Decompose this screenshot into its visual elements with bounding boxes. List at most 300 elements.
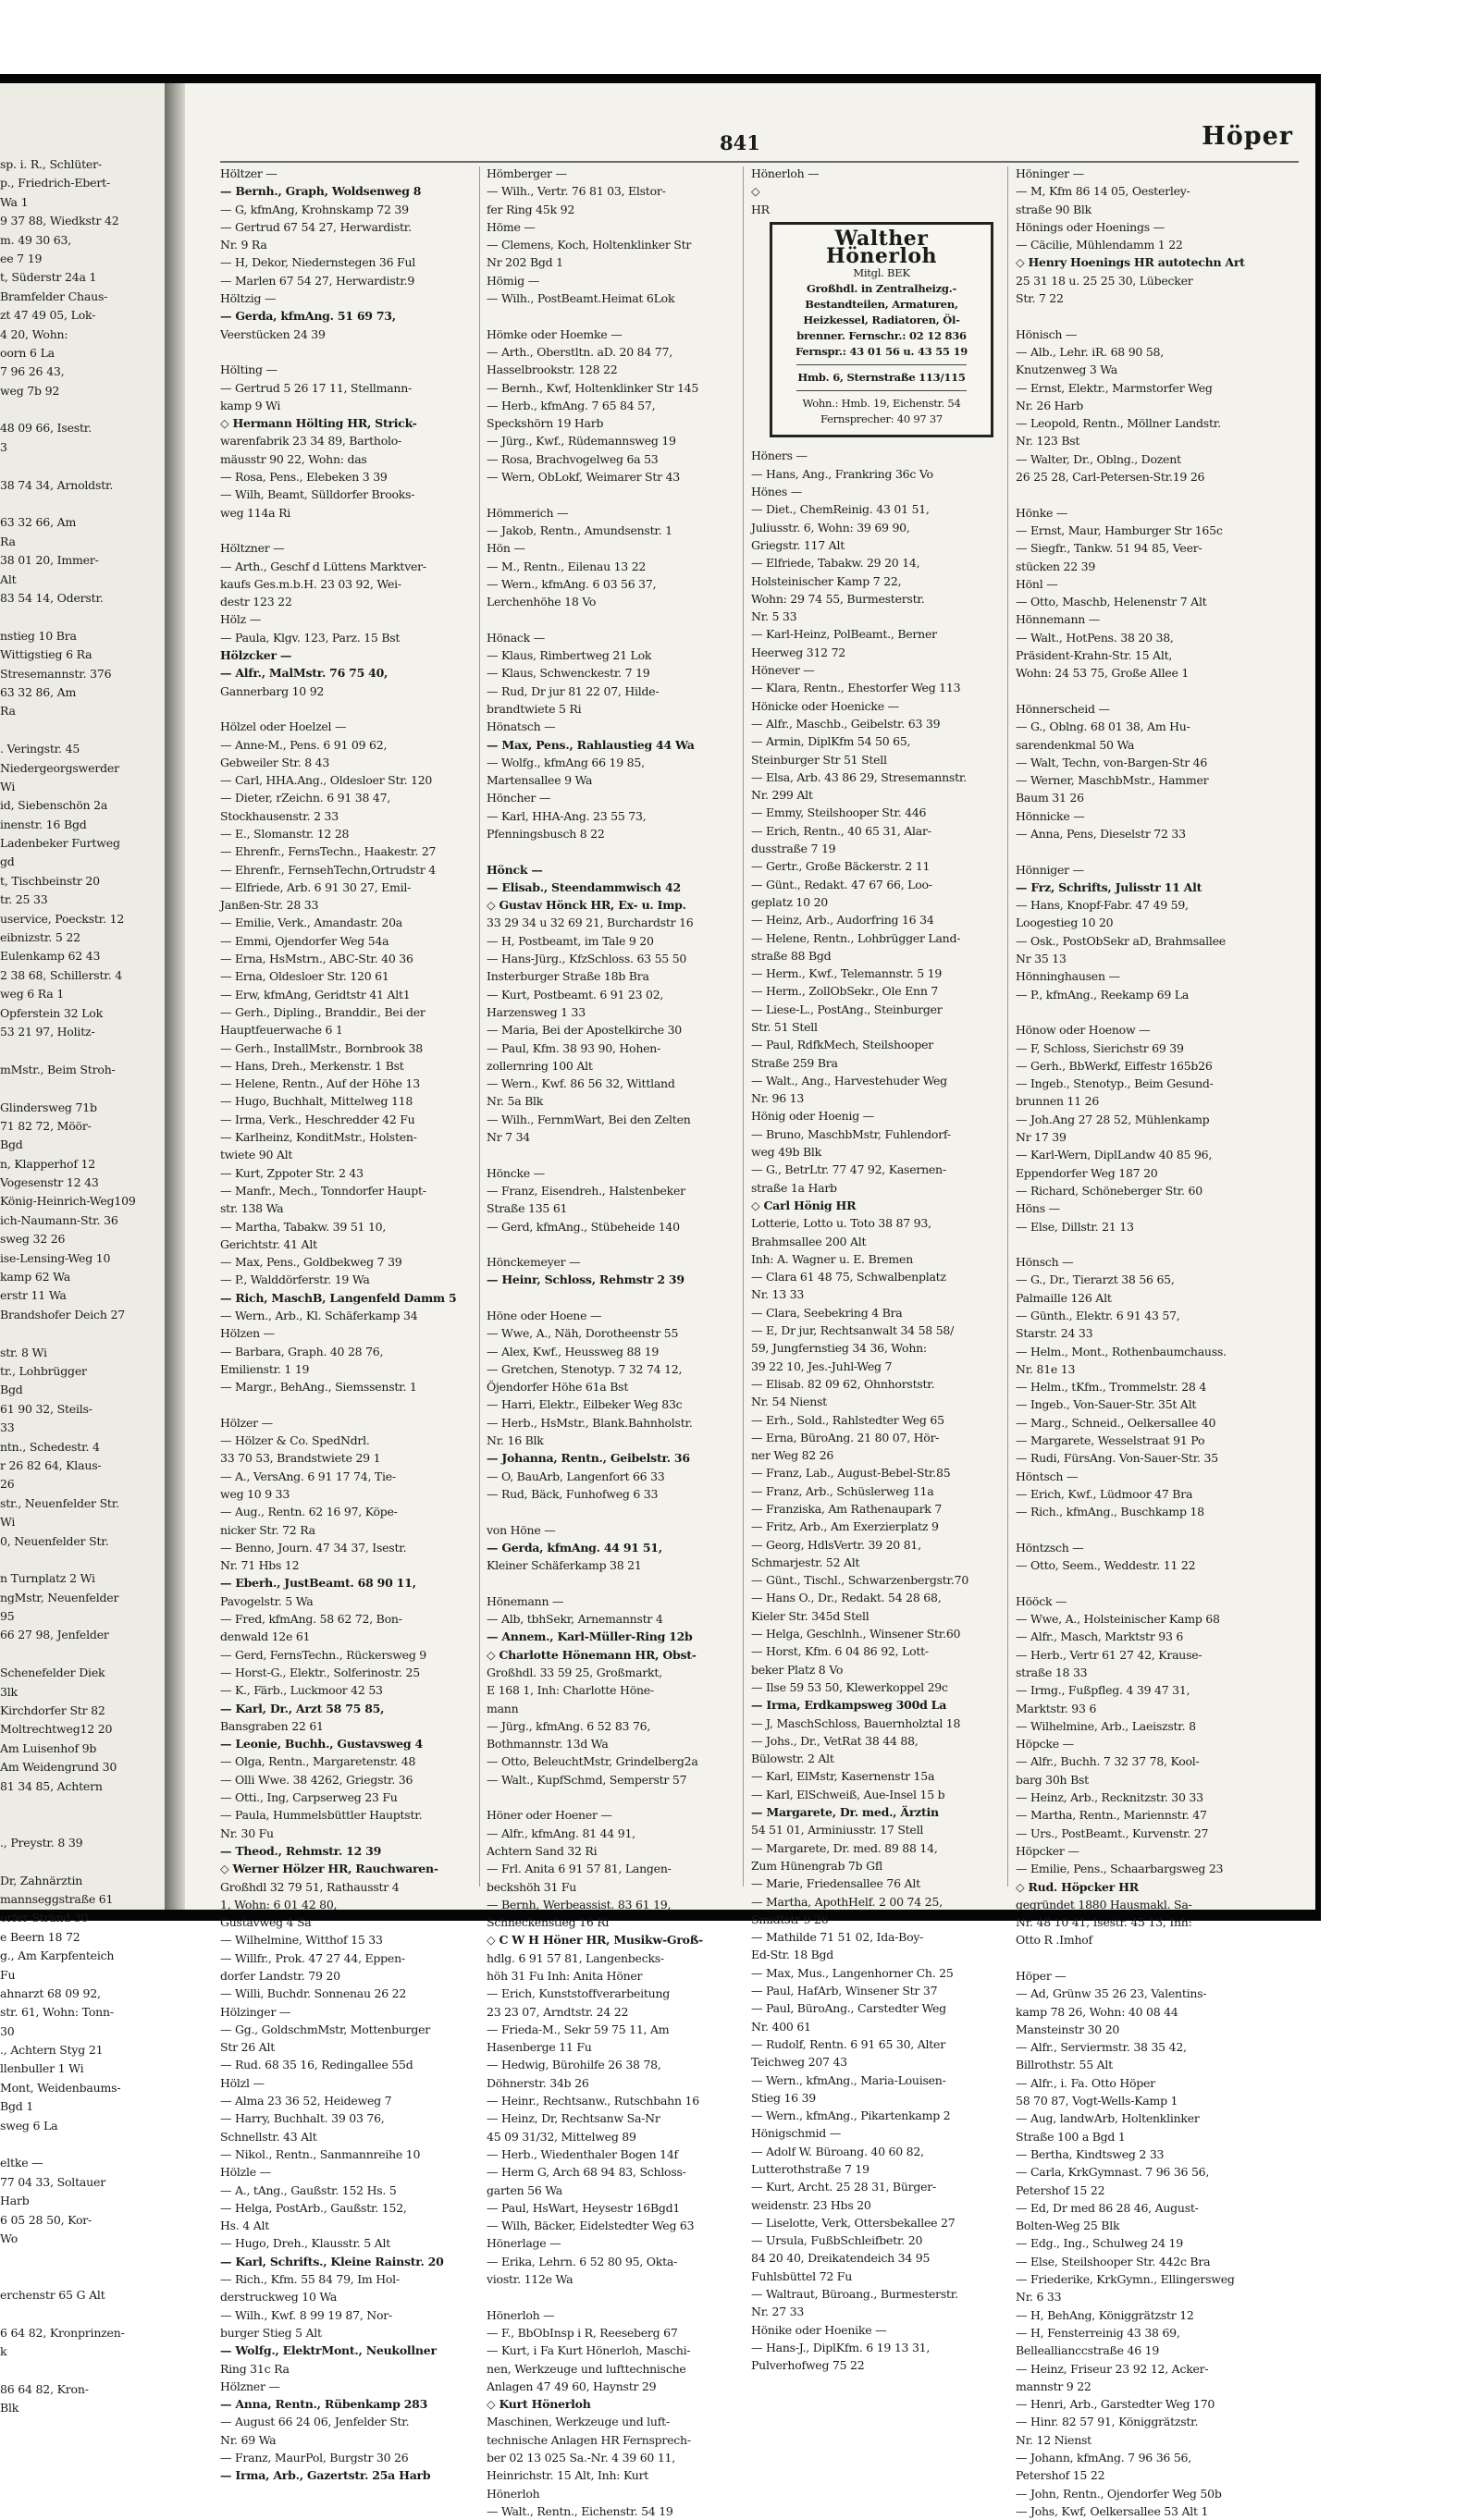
directory-surname-heading: Hönl —	[1016, 576, 1058, 591]
directory-entry: — Gertr., Große Bäckerstr. 2 11	[751, 859, 931, 874]
directory-entry: Nr. 54 Nienst	[751, 1395, 827, 1409]
directory-entry: — Wolfg., kfmAng 66 19 85,	[487, 755, 645, 769]
ad-company-name: Walther Hönerloh	[825, 226, 938, 269]
left-page-line: Harb	[0, 2194, 30, 2208]
left-page-line: erstr 11 Wa	[0, 1288, 67, 1303]
directory-entry: geplatz 10 20	[751, 894, 828, 909]
left-page-line: Mont, Weidenbaums-	[0, 2080, 121, 2095]
directory-surname-heading: von Höne —	[487, 1522, 556, 1537]
directory-entry: Belleallianccstraße 46 19	[1016, 2343, 1160, 2358]
directory-entry: Starstr. 24 33	[1016, 1326, 1093, 1341]
directory-entry: — Kurt, Zppoter Str. 2 43	[220, 1165, 364, 1180]
ad-membership: Mitgl. BEK	[853, 266, 910, 280]
left-page-line: 2 38 68, Schillerstr. 4	[0, 967, 122, 982]
directory-entry: Smidtstr 9 26	[751, 1912, 829, 1926]
directory-entry: — Kurt, i Fa Kurt Hönerloh, Maschi-	[487, 2343, 691, 2358]
directory-entry: Nr 17 39	[1016, 1130, 1067, 1145]
directory-surname-heading: Höners —	[751, 449, 808, 463]
left-page-line: Eulenkamp 62 43	[0, 949, 101, 964]
directory-entry: — Ehrenfr., FernsTechn., Haakestr. 27	[220, 844, 437, 859]
directory-entry: — Erna, HsMstrn., ABC-Str. 40 36	[220, 952, 413, 966]
directory-entry: — Arth., Geschf d Lüttens Marktver-	[220, 559, 426, 573]
directory-surname-heading: Hölzner —	[220, 2379, 280, 2393]
directory-entry: — Frieda-M., Sekr 59 75 11, Am	[487, 2022, 670, 2036]
directory-entry: — Heinz, Dr, Rechtsanw Sa-Nr	[487, 2111, 660, 2126]
directory-entry: — Rich., kfmAng., Buschkamp 18	[1016, 1505, 1204, 1519]
directory-entry: Hasselbrookstr. 128 22	[487, 363, 618, 377]
directory-entry: — Hugo, Dreh., Klausstr. 5 Alt	[220, 2236, 390, 2251]
left-page-line: tr., Lohbrügger	[0, 1364, 87, 1378]
directory-entry: — Heinr, Schloss, Rehmstr 2 39	[487, 1272, 684, 1287]
directory-entry: — Helga, Geschlnh., Winsener Str.60	[751, 1627, 961, 1641]
ad-home-line: Wohn.: Hmb. 19, Eichenstr. 54	[802, 397, 961, 411]
directory-entry: — Paul, HafArb, Winsener Str 37	[751, 1984, 938, 1998]
directory-entry: — Elisab. 82 09 62, Ohnhorststr.	[751, 1376, 935, 1391]
directory-entry: weg 10 9 33	[220, 1486, 290, 1501]
directory-entry: Petershof 15 22	[1016, 2182, 1105, 2197]
directory-surname-heading: Hönike oder Hoenike —	[751, 2322, 887, 2337]
directory-entry: — Rosa, Brachvogelweg 6a 53	[487, 451, 659, 466]
left-page-line	[0, 2248, 163, 2267]
directory-entry: nen, Werkzeuge und lufttechnische	[487, 2361, 686, 2376]
ad-line: brenner. Fernschr.: 02 12 836	[796, 329, 967, 343]
directory-entry: — Heinz, Arb., Recknitzstr. 30 33	[1016, 1790, 1203, 1805]
directory-surname-heading: Hönninghausen —	[1016, 969, 1120, 984]
directory-entry: Bolten-Weg 25 Blk	[1016, 2219, 1120, 2233]
directory-entry: — Aug, landwArb, Holtenklinker	[1016, 2111, 1200, 2126]
left-page-line: Bgd 1	[0, 2099, 34, 2114]
directory-entry: Nr. 5a Blk	[487, 1094, 544, 1109]
directory-entry: — Hans, Dreh., Merkenstr. 1 Bst	[220, 1058, 404, 1073]
directory-business-entry: ◇ Gustav Hönck HR, Ex- u. Imp.	[487, 898, 686, 913]
left-page-line: 6 05 28 50, Kor-	[0, 2212, 92, 2227]
left-page-line: 3lk	[0, 1684, 18, 1699]
directory-entry: Steinburger Str 51 Stell	[751, 752, 887, 767]
directory-entry: — Herb., HsMstr., Blank.Bahnholstr.	[487, 1415, 693, 1430]
directory-entry: — Erh., Sold., Rahlstedter Weg 65	[751, 1412, 944, 1427]
directory-entry: — Ingeb., Von-Sauer-Str. 35t Alt	[1016, 1397, 1197, 1412]
directory-entry: Speckshörn 19 Harb	[487, 416, 604, 431]
directory-entry: — Wilh, Bäcker, Eidelstedter Weg 63	[487, 2219, 695, 2233]
directory-entry: — Hölzer & Co. SpedNdrl.	[220, 1433, 370, 1448]
directory-entry: — Kurt, Archt. 25 28 31, Bürger-	[751, 2180, 936, 2194]
left-page-line: p., Friedrich-Ebert-	[0, 176, 110, 191]
directory-entry: — Wwe, A., Näh, Dorotheenstr 55	[487, 1326, 679, 1341]
directory-entry: Nr. 13 33	[751, 1287, 805, 1302]
directory-entry	[487, 1574, 734, 1592]
directory-entry: — Otto, Maschb, Helenenstr 7 Alt	[1016, 595, 1207, 609]
directory-surname-heading: Hönemann —	[487, 1593, 564, 1608]
ad-line: Heizkessel, Radiatoren, Öl-	[803, 313, 960, 327]
directory-entry: — Helga, PostArb., Gaußstr. 152,	[220, 2200, 407, 2215]
directory-entry: — Margarete, Wesselstraat 91 Po	[1016, 1433, 1205, 1448]
directory-entry: Nr. 81e 13	[1016, 1361, 1076, 1376]
directory-surname-heading: Höncher —	[487, 791, 551, 805]
directory-entry: Billrothstr. 55 Alt	[1016, 2058, 1113, 2072]
directory-surname-heading: Höninger —	[1016, 166, 1084, 180]
directory-business-entry: ◇ Carl Hönig HR	[751, 1198, 857, 1212]
directory-entry: — Adolf W. Büroang. 40 60 82,	[751, 2144, 924, 2158]
column-4	[1016, 165, 1293, 2520]
left-page-line: 4 20, Wohn:	[0, 326, 68, 341]
directory-entry: beker Platz 8 Vo	[751, 1662, 844, 1677]
directory-entry: — Harry, Buchhalt. 39 03 76,	[220, 2111, 385, 2126]
left-page-line	[0, 1814, 163, 1833]
directory-entry: Bansgraben 22 61	[220, 1718, 324, 1733]
directory-entry: — Erich, Rentn., 40 65 31, Alar-	[751, 823, 931, 838]
directory-entry: — Anne-M., Pens. 6 91 09 62,	[220, 737, 388, 752]
directory-entry: — Rich, MaschB, Langenfeld Damm 5	[220, 1290, 457, 1305]
directory-surname-heading: Hölzle —	[220, 2165, 271, 2180]
directory-entry: — Bruno, MaschbMstr, Fuhlendorf-	[751, 1126, 951, 1141]
directory-entry: Straße 135 61	[487, 1201, 568, 1216]
directory-entry: — Georg, HdlsVertr. 39 20 81,	[751, 1537, 921, 1552]
directory-entry: — Gerh., InstallMstr., Bornbrook 38	[220, 1040, 423, 1055]
directory-entry: — Bertha, Kindtsweg 2 33	[1016, 2146, 1165, 2161]
directory-surname-heading: Hönck —	[487, 862, 543, 877]
directory-entry: 23 23 07, Arndtstr. 24 22	[487, 2004, 629, 2019]
directory-entry: stücken 22 39	[1016, 559, 1096, 573]
directory-entry: Großhdl 32 79 51, Rathausstr 4	[220, 1879, 400, 1894]
directory-surname-heading: Hönes —	[751, 485, 803, 499]
directory-entry: ber 02 13 025 Sa.-Nr. 4 39 60 11,	[487, 2451, 675, 2465]
directory-entry: — Cäcilie, Mühlendamm 1 22	[1016, 238, 1183, 252]
left-page-line	[0, 1041, 163, 1060]
left-page-line: Wi	[0, 1515, 16, 1530]
left-page-line: n Turnplatz 2 Wi	[0, 1571, 95, 1586]
directory-entry: — Kurt, Postbeamt. 6 91 23 02,	[487, 987, 664, 1002]
directory-entry: — H, Fensterreinig 43 38 69,	[1016, 2325, 1180, 2340]
directory-entry: str. 138 Wa	[220, 1201, 284, 1216]
directory-entry: kamp 78 26, Wohn: 40 08 44	[1016, 2004, 1178, 2019]
left-page-line: str., Neuenfelder Str.	[0, 1495, 119, 1510]
directory-entry: — Klaus, Rimbertweg 21 Lok	[487, 648, 652, 663]
directory-entry: ner Weg 82 26	[751, 1448, 834, 1463]
header-rule	[220, 161, 1299, 163]
directory-entry: — J, MaschSchloss, Bauernholztal 18	[751, 1715, 961, 1730]
directory-entry: Brahmsallee 200 Alt	[751, 1234, 867, 1248]
directory-entry: — Wwe, A., Holsteinischer Kamp 68	[1016, 1612, 1220, 1627]
directory-surname-heading: Hönerloh —	[751, 166, 820, 180]
directory-entry: — Karl-Heinz, PolBeamt., Berner	[751, 627, 937, 642]
directory-entry: — Herm., ZollObSekr., Ole Enn 7	[751, 984, 939, 999]
left-page-line	[0, 457, 163, 475]
directory-entry: — Alfr., i. Fa. Otto Höper	[1016, 2075, 1155, 2090]
directory-surname-heading: Hönckemeyer —	[487, 1255, 581, 1270]
left-page-line: ., Achtern Styg 21	[0, 2043, 104, 2058]
directory-entry: mäusstr 90 22, Wohn: das	[220, 451, 367, 466]
directory-entry: — F, Schloss, Sierichstr 69 39	[1016, 1040, 1184, 1055]
directory-entry: Pavogelstr. 5 Wa	[220, 1593, 314, 1608]
directory-entry: — Erna, BüroAng. 21 80 07, Hör-	[751, 1430, 940, 1444]
directory-entry: — Ernst, Maur, Hamburger Str 165c	[1016, 522, 1223, 537]
directory-entry: Nr. 16 Blk	[487, 1433, 544, 1448]
directory-entry: — Helm., tKfm., Trommelstr. 28 4	[1016, 1380, 1207, 1395]
directory-entry: 59, Jungfernstieg 34 36, Wohn:	[751, 1341, 927, 1356]
left-page-line: zt 47 49 05, Lok-	[0, 308, 96, 323]
left-page-line: 53 21 97, Holitz-	[0, 1024, 95, 1039]
directory-entry: — Rudi, FürsAng. Von-Sauer-Str. 35	[1016, 1451, 1218, 1466]
left-page-line: 33	[0, 1420, 15, 1435]
directory-entry: — Irma, Arb., Gazertstr. 25a Harb	[220, 2468, 431, 2483]
directory-entry: Nr. 5 33	[751, 609, 797, 624]
directory-entry: straße 88 Bgd	[751, 948, 832, 963]
directory-entry: Straße 100 a Bgd 1	[1016, 2129, 1126, 2144]
directory-surname-heading: Hönnicke —	[1016, 808, 1085, 823]
left-page-line: 63 32 86, Am	[0, 684, 77, 699]
directory-entry: — Harri, Elektr., Eilbeker Weg 83c	[487, 1397, 683, 1412]
column-divider	[743, 166, 744, 1887]
directory-entry: — Jürg., Kwf., Rüdemannsweg 19	[487, 434, 676, 449]
directory-entry: derstruckweg 10 Wa	[220, 2290, 338, 2305]
left-page-line: weg 6 Ra 1	[0, 987, 65, 1002]
left-page-line: Wa 1	[0, 194, 29, 209]
directory-entry: Nr. 27 33	[751, 2305, 805, 2319]
left-page-line: 7 96 26 43,	[0, 364, 65, 379]
directory-surname-heading: Hönatsch —	[487, 719, 556, 734]
directory-entry: — Herb., Vertr 61 27 42, Krause-	[1016, 1647, 1202, 1662]
left-page-line: weg 7b 92	[0, 383, 60, 398]
directory-entry	[487, 1289, 734, 1307]
directory-entry: Nr. 299 Alt	[751, 788, 813, 803]
directory-entry: Lutterothstraße 7 19	[751, 2161, 870, 2176]
ad-address: Hmb. 6, Sternstraße 113/115	[797, 371, 966, 385]
directory-entry: — Erika, Lehrn. 6 52 80 95, Okta-	[487, 2254, 678, 2268]
left-page-line: 6 64 82, Kronprinzen-	[0, 2325, 125, 2340]
left-page-line: 86 64 82, Kron-	[0, 2382, 89, 2397]
directory-entry: Heinrichstr. 15 Alt, Inh: Kurt	[487, 2468, 649, 2483]
directory-entry	[1016, 486, 1293, 503]
directory-entry: — Ingeb., Stenotyp., Beim Gesund-	[1016, 1076, 1214, 1091]
left-page-line: gd	[0, 854, 15, 869]
directory-entry: Stieg 16 39	[751, 2090, 816, 2105]
directory-entry: — Martha, Tabakw. 39 51 10,	[220, 1219, 387, 1234]
directory-entry: destr 123 22	[220, 595, 292, 609]
directory-entry: — E, Dr jur, Rechtsanwalt 34 58 58/	[751, 1323, 955, 1338]
directory-entry: — Alb., Lehr. iR. 68 90 58,	[1016, 344, 1164, 359]
directory-entry: dusstraße 7 19	[751, 842, 836, 856]
directory-entry: Loogestieg 10 20	[1016, 916, 1114, 930]
left-page-fragment	[0, 83, 165, 2416]
directory-entry: — Johs., Dr., VetRat 38 44 88,	[751, 1733, 919, 1748]
directory-entry: — Elfriede, Arb. 6 91 30 27, Emil-	[220, 879, 412, 894]
directory-surname-heading: Höltzer —	[220, 166, 278, 180]
directory-entry: — Gerh., BbWerkf, Eiffestr 165b26	[1016, 1058, 1213, 1073]
left-page-line: sweg 6 La	[0, 2118, 58, 2133]
directory-surname-heading: Höpcker —	[1016, 1843, 1079, 1858]
directory-entry: — Hans, Knopf-Fabr. 47 49 59,	[1016, 898, 1189, 913]
directory-entry: — Friederike, KrkGymn., Ellingersweg	[1016, 2272, 1235, 2287]
directory-entry: 33 70 53, Brandstwiete 29 1	[220, 1451, 381, 1466]
directory-entry: 45 09 31/32, Mittelweg 89	[487, 2129, 636, 2144]
directory-entry: — Willfr., Prok. 47 27 44, Eppen-	[220, 1950, 405, 1965]
directory-entry: — Irma, Verk., Heschredder 42 Fu	[220, 1112, 415, 1126]
directory-surname-heading: Hölzen —	[220, 1326, 275, 1341]
left-page-line	[0, 495, 163, 513]
directory-entry: brandtwiete 5 Ri	[487, 701, 582, 716]
directory-surname-heading: Hönicke oder Hoenicke —	[751, 698, 899, 713]
directory-entry: Anlagen 47 49 60, Haynstr 29	[487, 2379, 657, 2393]
directory-surname-heading: Höns —	[1016, 1201, 1060, 1216]
left-page-line	[0, 608, 163, 626]
directory-entry: — Liese-L., PostAng., Steinburger	[751, 1002, 943, 1016]
directory-entry: — Fritz, Arb., Am Exerzierplatz 9	[751, 1519, 939, 1534]
directory-entry: — Ursula, FußbSchleifbetr. 20	[751, 2233, 923, 2248]
directory-entry: — Max, Mus., Langenhorner Ch. 25	[751, 1965, 954, 1980]
directory-entry	[220, 700, 468, 718]
directory-entry: beckshöh 31 Fu	[487, 1879, 577, 1894]
left-page-line	[0, 1796, 163, 1814]
directory-entry: hdlg. 6 91 57 81, Langenbecks-	[487, 1950, 664, 1965]
directory-entry: Teichweg 207 43	[751, 2055, 847, 2070]
directory-entry: Nr. 9 Ra	[220, 238, 267, 252]
directory-entry: — Rud, Bäck, Funhofweg 6 33	[487, 1486, 659, 1501]
directory-surname-heading: Hön —	[487, 541, 525, 556]
directory-entry: — Paul, RdfkMech, Steilshooper	[751, 1038, 933, 1052]
left-page-line: id, Siebenschön 2a	[0, 798, 108, 813]
left-page-line: Alt	[0, 572, 17, 586]
directory-entry: — Ehrenfr., FernsehTechn,Ortrudstr 4	[220, 862, 436, 877]
advertisement-box	[770, 222, 993, 438]
directory-entry: Veerstücken 24 39	[220, 326, 326, 341]
directory-entry: — Joh.Ang 27 28 52, Mühlenkamp	[1016, 1112, 1210, 1126]
left-page-line	[0, 1645, 163, 1664]
directory-entry: Nr. 123 Bst	[1016, 434, 1080, 449]
directory-entry: Nr. 48 10 41, Isestr. 45 13, Inh:	[1016, 1915, 1192, 1930]
directory-entry: Nr. 26 Harb	[1016, 398, 1083, 412]
left-page-line: Moltrechtweg12 20	[0, 1722, 113, 1737]
directory-surname-heading: Hönniger —	[1016, 862, 1084, 877]
directory-entry: — Max, Pens., Goldbekweg 7 39	[220, 1255, 402, 1270]
left-page-line: 0, Neuenfelder Str.	[0, 1533, 109, 1548]
directory-entry: — Diet., ChemReinig. 43 01 51,	[751, 502, 930, 517]
book-gutter	[165, 83, 185, 1910]
directory-entry: Nr. 6 33	[1016, 2290, 1062, 2305]
left-page-line: ise-Lensing-Weg 10	[0, 1250, 111, 1265]
directory-entry: Schneckenstieg 16 Ri	[487, 1915, 610, 1930]
directory-entry: nicker Str. 72 Ra	[220, 1522, 315, 1537]
directory-entry: zollernring 100 Alt	[487, 1058, 593, 1073]
directory-entry: — Klara, Rentn., Ehestorfer Weg 113	[751, 681, 961, 695]
directory-entry: Straße 259 Bra	[751, 1055, 838, 1070]
directory-entry: — Paul, HsWart, Heysestr 16Bgd1	[487, 2200, 681, 2215]
left-page-line: 71 82 72, Möör-	[0, 1118, 92, 1133]
directory-entry: straße 18 33	[1016, 1665, 1088, 1679]
directory-entry: — Richard, Schöneberger Str. 60	[1016, 1183, 1202, 1198]
column-1	[220, 165, 468, 2485]
directory-entry: — Carl, HHA.Ang., Oldesloer Str. 120	[220, 773, 433, 788]
directory-entry: Baum 31 26	[1016, 791, 1084, 805]
directory-entry: — Hedwig, Bürohilfe 26 38 78,	[487, 2058, 661, 2072]
directory-entry: Achtern Sand 32 Ri	[487, 1843, 598, 1858]
directory-entry: weg 114a Ri	[220, 505, 291, 520]
directory-entry: warenfabrik 23 34 89, Bartholo-	[220, 434, 401, 449]
directory-entry: — Paula, Hummelsbüttler Hauptstr.	[220, 1808, 423, 1823]
directory-entry: weg 49b Blk	[751, 1145, 821, 1160]
directory-entry: — Alfr., Buchh. 7 32 37 78, Kool-	[1016, 1754, 1200, 1769]
directory-surname-heading: Hölzel oder Hoelzel —	[220, 719, 347, 734]
directory-entry: — P., Walddörferstr. 19 Wa	[220, 1272, 370, 1287]
directory-entry: Str. 51 Stell	[751, 1019, 818, 1034]
directory-entry: — Otto, Seem., Weddestr. 11 22	[1016, 1558, 1196, 1573]
directory-entry: technische Anlagen HR Fernsprech-	[487, 2432, 691, 2447]
directory-entry: — Helene, Rentn., Lohbrügger Land-	[751, 930, 961, 945]
directory-entry: Griegstr. 117 Alt	[751, 537, 845, 552]
directory-entry: — Heinr., Rechtsanw., Rutschbahn 16	[487, 2094, 699, 2108]
directory-entry: Döhnerstr. 34b 26	[487, 2075, 589, 2090]
directory-entry: — Wilhelmine, Witthof 15 33	[220, 1933, 383, 1948]
directory-entry: — Annem., Karl-Müller-Ring 12b	[487, 1629, 693, 1644]
directory-entry: viostr. 112e Wa	[487, 2272, 574, 2287]
directory-entry: — Hans O., Dr., Redakt. 54 28 68,	[751, 1591, 942, 1605]
directory-entry: Martensallee 9 Wa	[487, 773, 593, 788]
ad-line: Fernspr.: 43 01 56 u. 43 55 19	[796, 345, 968, 359]
directory-entry: Str. 7 22	[1016, 291, 1064, 306]
directory-entry: — Anna, Rentn., Rübenkamp 283	[220, 2397, 428, 2412]
directory-entry: — Wilh, Beamt, Sülldorfer Brooks-	[220, 487, 415, 502]
directory-entry: — Wern., kfmAng. 6 03 56 37,	[487, 576, 657, 591]
directory-entry: — Johanna, Rentn., Geibelstr. 36	[487, 1451, 690, 1466]
left-page-line: sp. i. R., Schlüter-	[0, 157, 102, 171]
directory-entry: Nr 35 13	[1016, 952, 1067, 966]
directory-surname-heading: Hölzinger —	[220, 2004, 291, 2019]
directory-entry: — Elfriede, Tabakw. 29 20 14,	[751, 556, 920, 571]
left-page-line: Am Weidengrund 30	[0, 1760, 117, 1775]
directory-entry: — Gerda, kfmAng. 51 69 73,	[220, 309, 396, 324]
directory-surname-heading: Hööck —	[1016, 1593, 1067, 1608]
directory-entry: — Walt., Rentn., Eichenstr. 54 19	[487, 2503, 673, 2518]
directory-entry: Petershof 15 22	[1016, 2468, 1105, 2483]
left-page-line: 30	[0, 2023, 15, 2038]
directory-entry: — Horst, Kfm. 6 04 86 92, Lott-	[751, 1644, 929, 1659]
directory-entry: — M., Rentn., Eilenau 13 22	[487, 559, 647, 573]
directory-entry: — Erw, kfmAng, Geridtstr 41 Alt1	[220, 987, 411, 1002]
directory-entry: — Horst-G., Elektr., Solferinostr. 25	[220, 1665, 420, 1679]
directory-entry: — Franziska, Am Rathenaupark 7	[751, 1502, 943, 1516]
directory-entry: Hönerloh	[487, 2486, 540, 2501]
directory-entry: — Walt, Techn, von-Bargen-Str 46	[1016, 755, 1208, 769]
directory-entry: — Wern., Kwf. 86 56 32, Wittland	[487, 1076, 675, 1091]
directory-entry: — Walt., HotPens. 38 20 38,	[1016, 630, 1174, 645]
directory-business-entry: ◇ Henry Hoenings HR autotechn Art	[1016, 255, 1245, 270]
directory-surname-heading: Höner oder Hoener —	[487, 1808, 612, 1823]
directory-entry	[487, 307, 734, 325]
directory-business-entry: ◇ Kurt Hönerloh	[487, 2397, 591, 2412]
directory-entry: — Franz, Arb., Schüslerweg 11a	[751, 1483, 934, 1498]
column-divider	[1007, 166, 1008, 1887]
directory-entry: dorfer Landstr. 79 20	[220, 1968, 340, 1983]
directory-entry: — Hugo, Buchhalt, Mittelweg 118	[220, 1094, 413, 1109]
left-page-line: 66 27 98, Jenfelder	[0, 1628, 109, 1642]
directory-entry: — A., VersAng. 6 91 17 74, Tie-	[220, 1469, 396, 1483]
directory-entry: — H, Postbeamt, im Tale 9 20	[487, 933, 654, 948]
left-page-line: nstieg 10 Bra	[0, 628, 77, 643]
directory-entry: — Hinr. 82 57 91, Königgrätzstr.	[1016, 2415, 1199, 2429]
column-3	[751, 165, 999, 2375]
directory-entry: Fuhlsbüttel 72 Fu	[751, 2268, 853, 2283]
directory-entry: — Karl, ElSchweiß, Aue-Insel 15 b	[751, 1787, 945, 1801]
directory-entry: — A., tAng., Gaußstr. 152 Hs. 5	[220, 2182, 397, 2197]
directory-entry	[487, 842, 734, 860]
directory-entry: Juliusstr. 6, Wohn: 39 69 90,	[751, 520, 910, 535]
directory-entry: Holsteinischer Kamp 7 22,	[751, 573, 902, 588]
directory-entry: — Alb, tbhSekr, Arnemannstr 4	[487, 1612, 663, 1627]
left-page-line	[0, 2362, 163, 2380]
directory-entry: — Jakob, Rentn., Amundsenstr. 1	[487, 522, 672, 537]
directory-entry: — Carla, KrkGymnast. 7 96 36 56,	[1016, 2165, 1210, 2180]
directory-entry: — Arth., Oberstltn. aD. 20 84 77,	[487, 344, 672, 359]
left-page-line: 95	[0, 1609, 15, 1624]
